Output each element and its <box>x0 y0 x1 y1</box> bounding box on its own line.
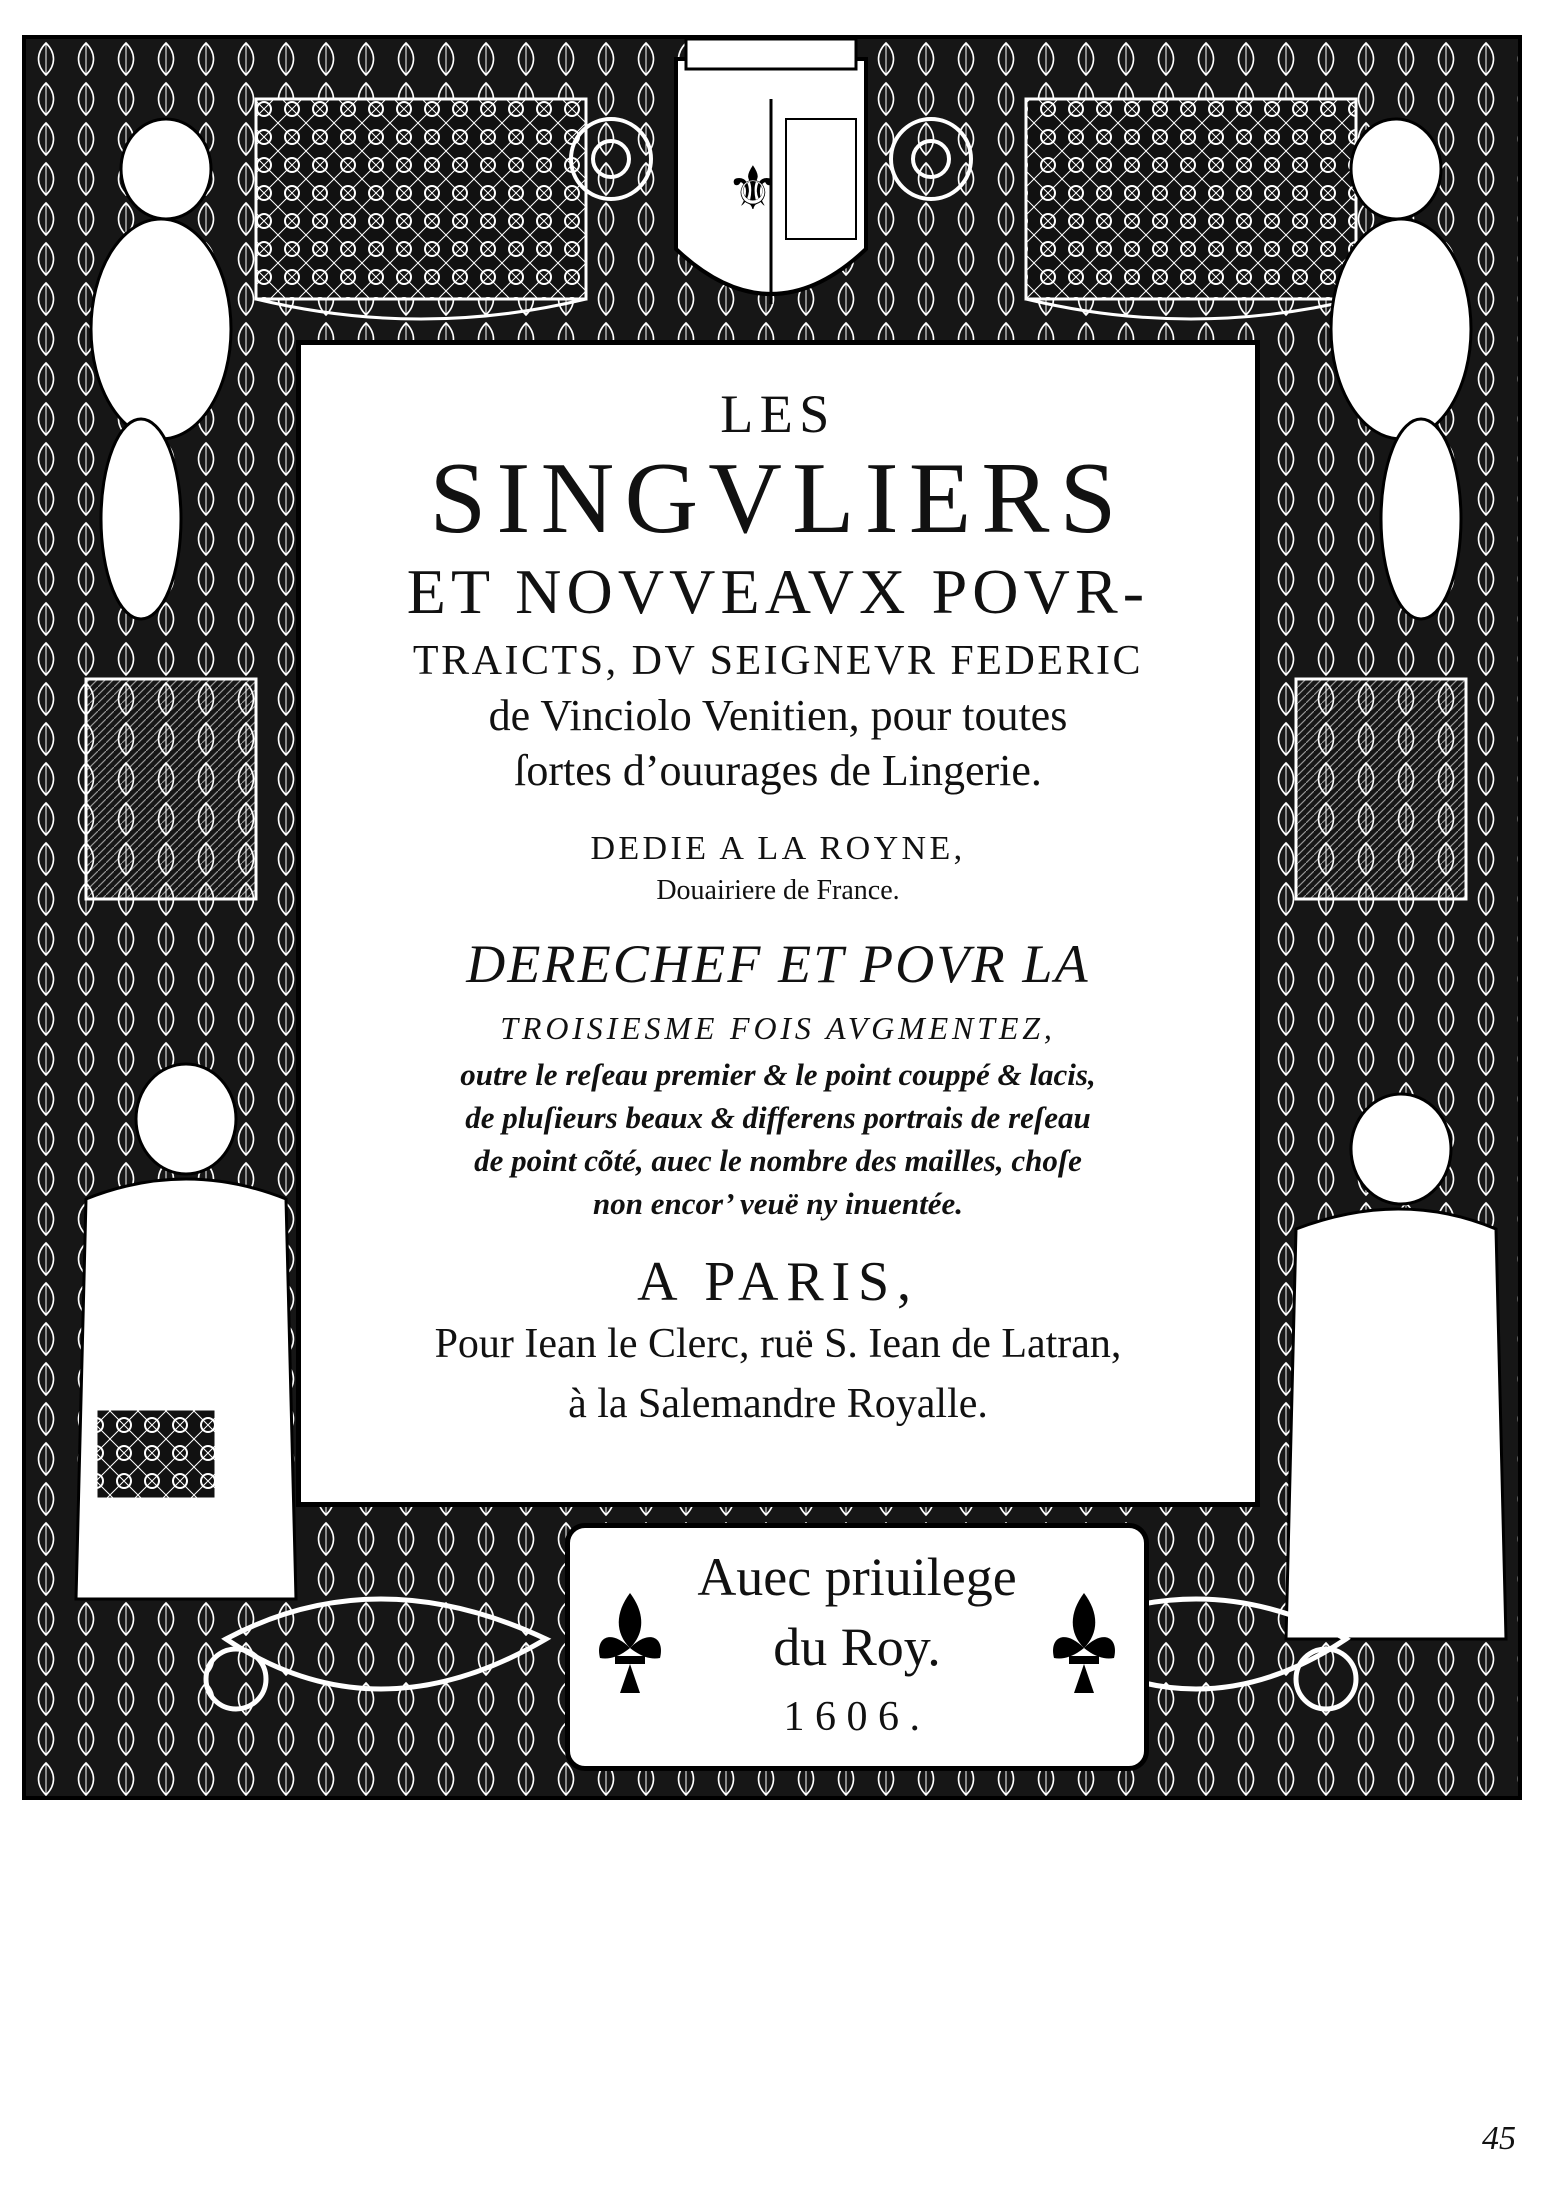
outre-line: outre le reſeau premier & le point couppé & lacis, <box>460 1057 1096 1092</box>
privilege-line-1: Auec priuilege <box>697 1547 1017 1607</box>
title-et-nouveaux: ET NOVVEAVX POVR- <box>406 556 1150 627</box>
privilege-line-2: du Roy. <box>773 1617 941 1677</box>
title-vinciolo: de Vinciolo Venitien, pour toutes <box>488 691 1068 740</box>
title-panel <box>296 340 1260 1507</box>
fleur-de-lis-icon <box>1044 1588 1124 1698</box>
troisiesme-line: TROISIESME FOIS AVGMENTEZ, <box>500 1010 1056 1046</box>
title-traicts: TRAICTS, DV SEIGNEVR FEDERIC <box>412 638 1144 684</box>
fleur-de-lis-icon <box>590 1588 670 1698</box>
page-number: 45 <box>1482 2120 1516 2157</box>
imprint-publisher: Pour Iean le Clerc, ruë S. Iean de Latran, <box>434 1321 1122 1367</box>
imprint-city: A PARIS, <box>637 1251 919 1313</box>
non-encor-line: non encor’ veuë ny inuentée. <box>593 1186 963 1221</box>
plusieurs-line: de pluſieurs beaux & differens portrais de reſeau <box>465 1100 1091 1135</box>
imprint-sign: à la Salemandre Royalle. <box>568 1381 988 1427</box>
title-sortes: ſortes d’ouurages de Lingerie. <box>514 746 1042 795</box>
coat-of-arms-icon <box>676 39 866 304</box>
svg-text:⚜: ⚜ <box>726 154 780 224</box>
title-les: LES <box>720 384 836 444</box>
title-singuliers: SINGVLIERS <box>429 442 1127 555</box>
privilege-cartouche <box>565 1523 1149 1771</box>
derechef-line: DERECHEF ET POVR LA <box>466 934 1090 994</box>
dedication-sub: Douairiere de France. <box>656 875 900 906</box>
point-cote-line: de point cõté, auec le nombre des mailles, choſe <box>474 1143 1082 1178</box>
dedication-line: DEDIE A LA ROYNE, <box>590 830 966 867</box>
publication-year: 1606. <box>783 1694 931 1740</box>
